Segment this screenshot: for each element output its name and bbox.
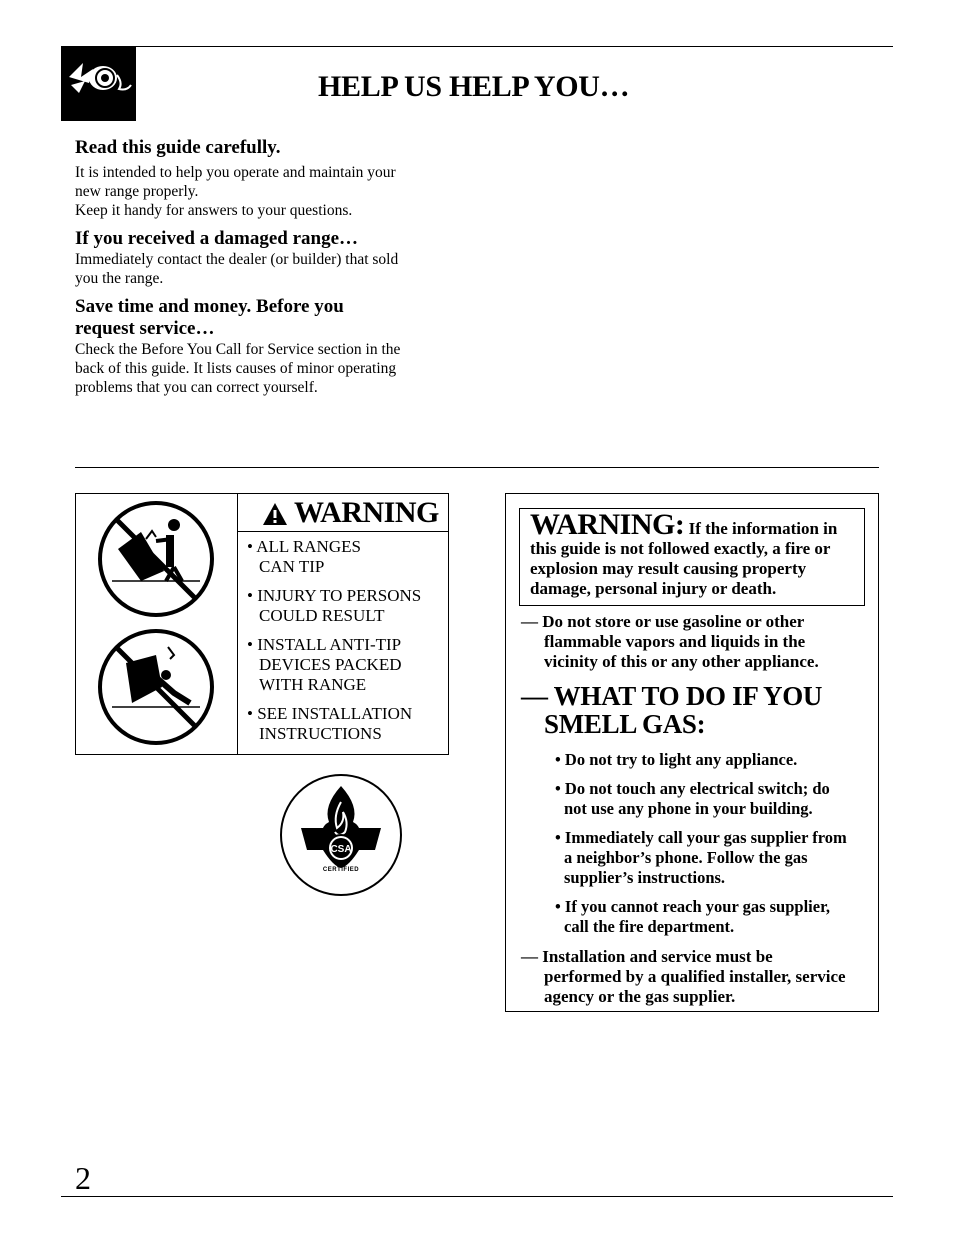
gas-bullet bbox=[535, 897, 871, 937]
warning-item-line: DEVICES PACKED bbox=[259, 655, 402, 674]
warning-item-line: • SEE INSTALLATION bbox=[247, 704, 413, 723]
warning-item-line: • INSTALL ANTI-TIP bbox=[247, 635, 402, 654]
gas-bullet bbox=[535, 828, 871, 888]
csa-certified-seal bbox=[279, 772, 403, 898]
intro-heading: Save time and money. Before you bbox=[75, 296, 344, 317]
warning-item-line: • ALL RANGES bbox=[247, 537, 361, 556]
anti-tip-warning-box bbox=[75, 493, 449, 755]
smell-gas-heading-line: — WHAT TO DO IF YOU bbox=[521, 681, 823, 711]
gas-warning-line: this guide is not followed exactly, a fire or bbox=[530, 539, 831, 558]
gas-bullet-line: • Do not touch any electrical switch; do bbox=[555, 779, 830, 798]
gas-bullet-line: a neighbor’s phone. Follow the gas bbox=[564, 848, 808, 867]
intro-line: you the range. bbox=[75, 270, 164, 287]
gas-instruction-line: flammable vapors and liquids in the bbox=[544, 632, 806, 651]
gas-warning-line: explosion may result causing property bbox=[530, 559, 807, 578]
gas-warning-line: If the information in bbox=[688, 519, 838, 538]
warning-item bbox=[247, 635, 447, 695]
seal-label: CERTIFIED bbox=[322, 867, 360, 873]
warning-item bbox=[247, 537, 447, 577]
warning-header bbox=[238, 494, 448, 532]
seal-letters: CSA bbox=[330, 844, 352, 855]
gas-instruction-line: performed by a qualified installer, service bbox=[544, 967, 846, 986]
range-tipping-icon bbox=[96, 499, 216, 624]
gas-instruction-line: — Do not store or use gasoline or other bbox=[521, 612, 805, 631]
warning-item-line: CAN TIP bbox=[259, 557, 325, 576]
gas-warning-label: WARNING: bbox=[530, 508, 685, 541]
gas-instruction-line: vicinity of this or any other appliance. bbox=[544, 652, 819, 671]
section-rule bbox=[75, 467, 879, 468]
gas-bullet bbox=[535, 750, 871, 770]
gas-warning-body bbox=[521, 612, 871, 1017]
intro-heading: request service… bbox=[75, 318, 215, 339]
gas-warning-line: damage, personal injury or death. bbox=[530, 579, 777, 598]
flame-icon bbox=[61, 47, 136, 121]
gas-bullet-line: • If you cannot reach your gas supplier, bbox=[555, 897, 831, 916]
smell-gas-heading bbox=[521, 682, 871, 738]
warning-item-line: COULD RESULT bbox=[259, 606, 385, 625]
warning-item-line: WITH RANGE bbox=[259, 675, 367, 694]
intro-line: problems that you can correct yourself. bbox=[75, 379, 318, 396]
intro-line: back of this guide. It lists causes of minor operating bbox=[75, 360, 397, 377]
intro-block-damaged bbox=[75, 228, 447, 288]
gas-bullet-line: call the fire department. bbox=[564, 917, 735, 936]
warning-item bbox=[247, 704, 447, 744]
gas-bullet-line: • Do not try to light any appliance. bbox=[555, 750, 798, 769]
intro-line: Immediately contact the dealer (or builder) that sold bbox=[75, 251, 399, 268]
warning-triangle-icon bbox=[262, 502, 288, 531]
gas-instruction bbox=[521, 612, 871, 672]
gas-bullet bbox=[535, 779, 871, 819]
footer-rule bbox=[61, 1196, 893, 1197]
smell-gas-heading-line: SMELL GAS: bbox=[544, 709, 706, 739]
warning-item-line: INSTRUCTIONS bbox=[259, 724, 382, 743]
page-number: 2 bbox=[75, 1160, 91, 1196]
header-rule bbox=[61, 46, 893, 47]
gas-warning-text bbox=[530, 508, 858, 599]
gas-warning-header bbox=[519, 508, 865, 606]
gas-instruction-line: agency or the gas supplier. bbox=[544, 987, 736, 1006]
intro-line: It is intended to help you operate and maintain your bbox=[75, 164, 396, 181]
intro-block-read bbox=[75, 137, 447, 220]
gas-warning-box bbox=[505, 493, 879, 1012]
gas-bullet-line: • Immediately call your gas supplier from bbox=[555, 828, 847, 847]
intro-line: Keep it handy for answers to your questions. bbox=[75, 202, 353, 219]
warning-divider bbox=[237, 494, 238, 754]
range-fallen-icon bbox=[96, 627, 216, 752]
intro-line: new range properly. bbox=[75, 183, 199, 200]
intro-heading: If you received a damaged range… bbox=[75, 228, 359, 249]
intro-line: Check the Before You Call for Service section in the bbox=[75, 341, 401, 358]
page-title: HELP US HELP YOU… bbox=[318, 70, 630, 103]
warning-item bbox=[247, 586, 447, 626]
gas-instruction-line: — Installation and service must be bbox=[521, 947, 773, 966]
gas-bullet-line: supplier’s instructions. bbox=[564, 868, 726, 887]
intro-block-save bbox=[75, 296, 447, 397]
warning-item-line: • INJURY TO PERSONS bbox=[247, 586, 422, 605]
gas-instruction bbox=[521, 947, 871, 1007]
gas-bullet-line: not use any phone in your building. bbox=[564, 799, 813, 818]
intro-section bbox=[75, 137, 447, 405]
warning-label: WARNING bbox=[294, 496, 439, 529]
warning-list bbox=[247, 537, 447, 753]
intro-heading: Read this guide carefully. bbox=[75, 137, 281, 158]
